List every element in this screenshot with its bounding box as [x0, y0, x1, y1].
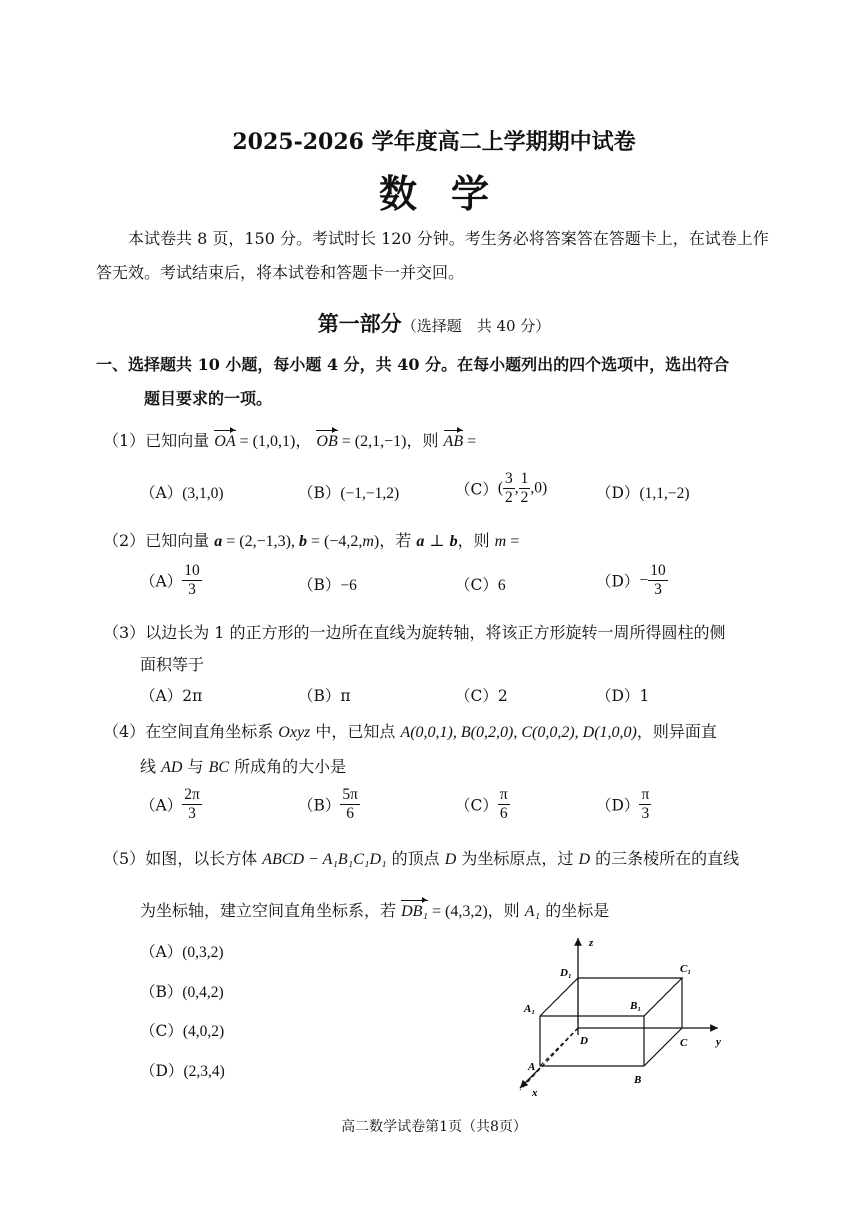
question-3-line-2: 面积等于 [140, 655, 205, 674]
question-5-line-1: （5）如图，以长方体 ABCD − A₁B₁C₁D₁ 的顶点 D 为坐标原点，过 D 的三条棱所在的直线 [103, 849, 740, 868]
question-1-stem [103, 428, 476, 451]
label-a: A [528, 1061, 536, 1073]
label-z: z [589, 937, 594, 949]
subject-title: 数学 [378, 171, 523, 216]
part-note: （选择题 共 40 分） [401, 317, 551, 335]
section-instructions [96, 348, 776, 416]
vector-oa: OA [214, 433, 236, 450]
question-2-stem: （2）已知向量 a = (2,−1,3), b = (−4,2,m)，若 a ⊥ b，则 m = [103, 531, 520, 550]
option-b: （B）π [298, 687, 351, 705]
part-heading [0, 308, 868, 338]
label-b1: B₁ [630, 1000, 642, 1012]
vector-value: = (1,0,1) [235, 433, 296, 450]
option-d: （D）1 [596, 687, 650, 705]
vector-ob: OB [316, 433, 338, 450]
exam-instructions: 本试卷共 8 页，150 分。考试时长 120 分钟。考生务必将答案答在答题卡上，在试卷上作答无效。考试结束后，将本试卷和答题卡一并交回。 [96, 229, 769, 282]
option-a: （A）(3,1,0) [140, 484, 224, 502]
option-c: （C）(4,0,2) [140, 1022, 225, 1040]
edge-bc [644, 1028, 682, 1066]
edge-da [540, 1028, 578, 1066]
option-d: （D）− $\frac{10}{3}$ [596, 562, 666, 598]
option-a: （A）(0,3,2) [140, 943, 224, 961]
cuboid-diagram [510, 930, 740, 1100]
option-b: （B） $\frac{5\pi}{6}$ [298, 786, 358, 822]
option-a: （A） $\frac{2\pi}{3}$ [140, 786, 200, 822]
question-3-line-1: （3）以边长为 1 的正方形的一边所在直线为旋转轴，将该正方形旋转一周所得圆柱的侧 [103, 623, 726, 642]
option-a: （A） $\frac{10}{3}$ [140, 562, 200, 598]
option-c: （C） $\frac{\pi}{6}$ [455, 786, 508, 822]
label-d: D [580, 1035, 588, 1047]
option-c: （C）( $\frac{3}{2}$ , $\frac{1}{2}$ ,0) [455, 470, 548, 506]
question-text: 已知向量 [145, 431, 210, 450]
question-5-line-2: 为坐标轴，建立空间直角坐标系，若 DB₁ = (4,3,2)，则 A₁ 的坐标是 [140, 901, 610, 920]
option-d: （D） $\frac{\pi}{3}$ [596, 786, 650, 822]
question-number: （1） [103, 431, 146, 450]
page-footer: 高二数学试卷第1页（共8页） [341, 1119, 527, 1135]
label-c1: C₁ [680, 963, 692, 975]
option-b: （B）−6 [298, 576, 357, 594]
x-axis-hidden [520, 1028, 578, 1090]
label-b: B [634, 1074, 642, 1086]
top-face [540, 978, 682, 1016]
label-c: C [680, 1037, 688, 1049]
option-d: （D）(1,1,−2) [596, 484, 690, 502]
label-d1: D₁ [560, 967, 572, 979]
part-title: 第一部分 [317, 311, 402, 336]
vector-ab: AB [443, 433, 464, 450]
exam-title: 2025-2026 学年度高二上学期期中试卷 [232, 129, 636, 155]
separator: ， [295, 431, 312, 450]
question-text: ，则 [406, 431, 444, 450]
label-x: x [532, 1087, 538, 1099]
section-line-1: 一、选择题共 10 小题，每小题 4 分，共 40 分。在每小题列出的四个选项中，选出符合 [96, 355, 730, 374]
option-b: （B）(0,4,2) [140, 983, 224, 1001]
question-4-line-2: 线 AD 与 BC 所成角的大小是 [140, 757, 347, 776]
option-a: （A）2π [140, 687, 203, 705]
option-c: （C）6 [455, 576, 506, 594]
equals: = [463, 433, 477, 450]
question-4-line-1: （4）在空间直角坐标系 Oxyz 中，已知点 A(0,0,1), B(0,2,0), C(0,0,2), D(1,0,0)，则异面直 [103, 722, 717, 741]
option-b: （B）(−1,−1,2) [298, 484, 400, 502]
option-d: （D）(2,3,4) [140, 1062, 225, 1080]
label-y: y [716, 1036, 721, 1048]
section-line-2: 题目要求的一项。 [144, 389, 273, 408]
label-a1: A₁ [524, 1003, 536, 1015]
option-c: （C）2 [455, 687, 508, 705]
vector-value: = (2,1,−1) [337, 433, 407, 450]
